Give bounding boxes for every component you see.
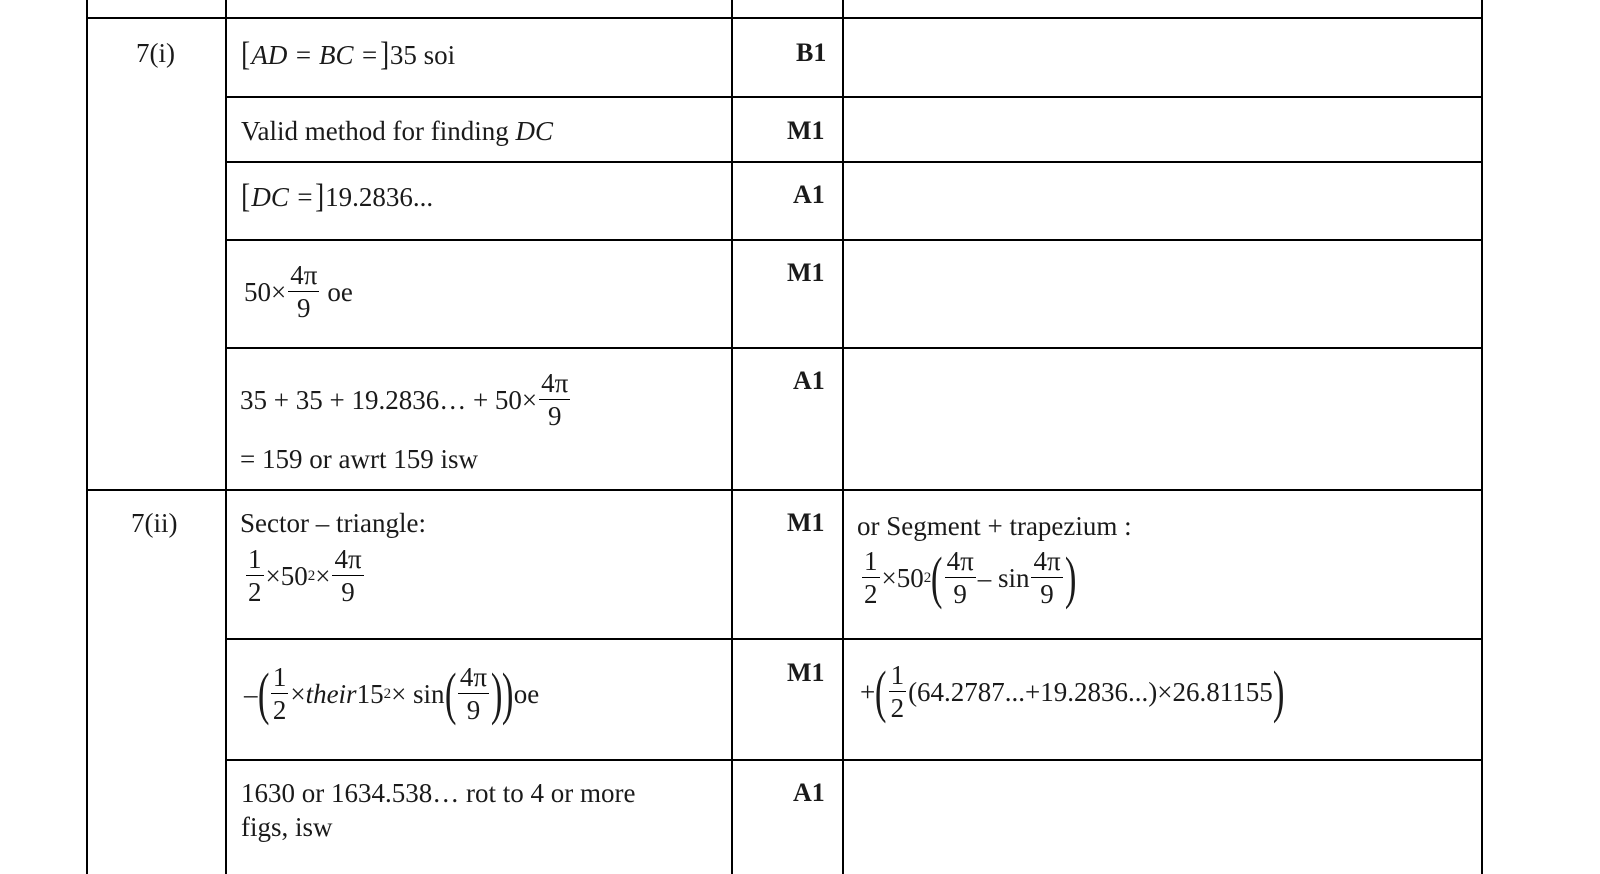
numerator: 1	[864, 546, 878, 576]
exponent: 2	[923, 569, 932, 586]
paren-open: (	[875, 659, 887, 724]
operator: ×	[315, 560, 331, 591]
col-q	[225, 0, 227, 874]
mark-label: M1	[787, 658, 825, 687]
mark-label: B1	[796, 38, 827, 67]
rule-r6	[226, 638, 1483, 640]
coefficient: 50×	[244, 276, 287, 307]
answer-cell	[244, 661, 540, 726]
mark-label: A1	[793, 366, 825, 395]
bracket-close: ]	[314, 178, 325, 215]
bracket-open: [	[241, 36, 251, 73]
paren-open: (	[931, 545, 943, 610]
answer-value: 19.2836...	[325, 181, 434, 212]
numerator: 4π	[459, 662, 488, 692]
mark-label: M1	[787, 116, 825, 145]
answer-cell	[244, 546, 366, 606]
answer-lhs: DC =	[251, 181, 314, 212]
bracket-open: [	[241, 178, 251, 215]
operator: ×	[290, 678, 306, 709]
fraction	[246, 546, 264, 606]
denominator: 2	[864, 579, 878, 609]
sum-expression: 35 + 35 + 19.2836… + 50×	[240, 384, 538, 415]
numerator: 4π	[541, 368, 569, 398]
denominator: 2	[272, 695, 287, 725]
exponent: 2	[307, 567, 316, 584]
sin-term: – sin	[977, 562, 1030, 593]
question-number: 7(ii)	[131, 508, 178, 538]
their-word: their	[305, 678, 357, 709]
answer-line-1: 1630 or 1634.538… rot to 4 or more	[241, 778, 636, 808]
bracket-close: ]	[379, 36, 389, 73]
paren-close: )	[1064, 545, 1077, 610]
answer-result: = 159 or awrt 159 isw	[240, 444, 478, 474]
rule-r7	[226, 759, 1483, 761]
fraction	[889, 662, 907, 722]
paren-close: )	[490, 661, 503, 726]
answer-var: DC	[515, 116, 553, 146]
denominator: 2	[248, 577, 262, 607]
col-marks	[842, 0, 844, 874]
trapezium-term: (64.2787...+19.2836...)×26.81155	[908, 676, 1273, 707]
fraction	[862, 548, 880, 608]
fraction	[332, 546, 363, 606]
mark-label: A1	[793, 778, 825, 807]
rule-r1	[226, 96, 1483, 98]
guidance-cell	[860, 659, 1285, 724]
sin-term: × sin	[391, 678, 445, 709]
rule-r3	[226, 239, 1483, 241]
answer-cell	[244, 262, 353, 322]
exponent: 2	[383, 685, 392, 702]
denominator: 9	[341, 577, 355, 607]
numerator: 4π	[290, 260, 318, 290]
answer-text: Valid method for finding	[241, 116, 516, 146]
denominator: 9	[547, 401, 562, 431]
rule-r2	[226, 161, 1483, 163]
denominator: 9	[1040, 579, 1054, 609]
fraction	[945, 548, 976, 608]
rule-top	[87, 17, 1483, 19]
denominator: 9	[953, 579, 967, 609]
fraction	[1031, 548, 1062, 608]
mark-label: A1	[793, 180, 825, 209]
numerator: 4π	[334, 544, 362, 574]
fraction	[288, 262, 319, 322]
term: ×50	[265, 560, 308, 591]
answer-heading: Sector – triangle:	[240, 508, 426, 538]
answer-value: 35 soi	[389, 39, 456, 70]
answer-suffix: oe	[327, 276, 353, 307]
answer-lhs: AD = BC =	[251, 39, 379, 70]
mark-label: M1	[787, 258, 825, 287]
fraction	[458, 664, 489, 724]
answer-cell	[240, 180, 433, 214]
answer-cell	[240, 38, 455, 72]
answer-cell	[241, 118, 553, 145]
term: 15	[356, 678, 384, 709]
answer-line-2: figs, isw	[241, 812, 333, 842]
col-left	[86, 0, 88, 874]
answer-suffix: oe	[513, 678, 540, 709]
term: ×50	[881, 562, 924, 593]
rule-q-split	[87, 489, 1483, 491]
guidance-heading: or Segment + trapezium :	[857, 511, 1132, 541]
paren-close: )	[1272, 659, 1285, 724]
numerator: 4π	[1033, 546, 1061, 576]
fraction	[271, 664, 289, 724]
paren-open: (	[257, 661, 269, 726]
numerator: 1	[248, 544, 262, 574]
col-right	[1481, 0, 1483, 874]
question-number: 7(i)	[136, 38, 175, 68]
rule-r4	[226, 347, 1483, 349]
answer-cell	[240, 370, 572, 430]
plus-sign: +	[860, 676, 876, 707]
denominator: 2	[890, 693, 905, 723]
paren-open: (	[444, 661, 457, 726]
paren-close: )	[502, 661, 514, 726]
col-answer	[731, 0, 733, 874]
numerator: 4π	[946, 546, 974, 576]
minus-sign: –	[244, 678, 258, 709]
fraction	[539, 370, 570, 430]
numerator: 1	[272, 662, 287, 692]
denominator: 9	[297, 293, 311, 323]
numerator: 1	[890, 660, 905, 690]
mark-label: M1	[787, 508, 825, 537]
guidance-cell	[860, 545, 1077, 610]
denominator: 9	[466, 695, 481, 725]
